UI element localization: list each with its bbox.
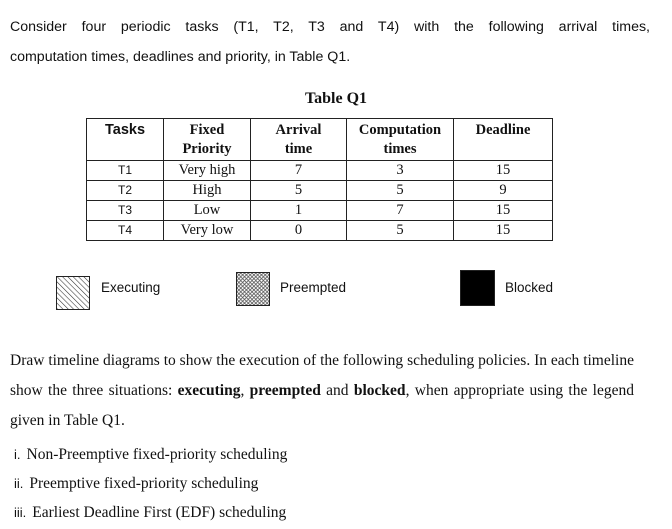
cell-task: T1: [87, 161, 164, 181]
cell-deadline: 15: [454, 161, 553, 181]
blocked-solid-swatch: [460, 270, 495, 306]
table-row: [87, 221, 553, 241]
header-tasks: Tasks: [87, 119, 164, 161]
cell-arrival: 7: [251, 161, 347, 181]
intro-line-1: Consider four periodic tasks (T1, T2, T3 and T4) with the following arrival times,: [10, 19, 650, 35]
cell-computation: 7: [347, 201, 454, 221]
legend-executing-label: Executing: [101, 280, 161, 295]
cell-arrival: 1: [251, 201, 347, 221]
table-header-row: [87, 119, 553, 161]
cell-arrival: 5: [251, 181, 347, 201]
cell-deadline: 15: [454, 201, 553, 221]
header-deadline: Deadline: [454, 119, 553, 161]
table-caption: Table Q1: [304, 90, 368, 107]
cell-priority: Very high: [164, 161, 251, 181]
cell-computation: 5: [347, 221, 454, 241]
list-item: ii. Preemptive fixed-priority scheduling: [14, 475, 259, 492]
scheduling-list: [14, 440, 287, 527]
legend-blocked-label: Blocked: [505, 280, 554, 295]
list-item: i. Non-Preemptive fixed-priority scheduling: [14, 446, 288, 463]
header-arrival-time: Arrival time: [251, 119, 347, 161]
header-computation-times: Computation times: [347, 119, 454, 161]
cell-priority: High: [164, 181, 251, 201]
cell-deadline: 9: [454, 181, 553, 201]
preempted-crosshatch-swatch: [236, 272, 270, 306]
cell-task: T2: [87, 181, 164, 201]
instructions-paragraph: Draw timeline diagrams to show the execution of the following scheduling policies. In each timeline show the three situations: executing, preempted and blocked, when appropriate using the legend given in Table Q1.: [10, 352, 634, 429]
table-row: [87, 201, 553, 221]
list-item: iii. Earliest Deadline First (EDF) scheduling: [14, 504, 287, 521]
table-row: [87, 181, 553, 201]
table-row: [87, 161, 553, 181]
cell-arrival: 0: [251, 221, 347, 241]
cell-deadline: 15: [454, 221, 553, 241]
cell-task: T3: [87, 201, 164, 221]
cell-priority: Very low: [164, 221, 251, 241]
intro-text: [10, 12, 650, 72]
cell-computation: 3: [347, 161, 454, 181]
cell-task: T4: [87, 221, 164, 241]
preempted-term: preempted: [249, 382, 321, 399]
legend-preempted-label: Preempted: [280, 280, 347, 295]
header-fixed-priority: Fixed Priority: [164, 119, 251, 161]
blocked-term: blocked: [353, 382, 406, 399]
cell-computation: 5: [347, 181, 454, 201]
executing-term: executing: [177, 382, 241, 399]
cell-priority: Low: [164, 201, 251, 221]
executing-hatch-swatch: [56, 276, 90, 310]
intro-line-2: computation times, deadlines and priority, in Table Q1.: [10, 49, 351, 65]
table-q1: [86, 118, 553, 241]
